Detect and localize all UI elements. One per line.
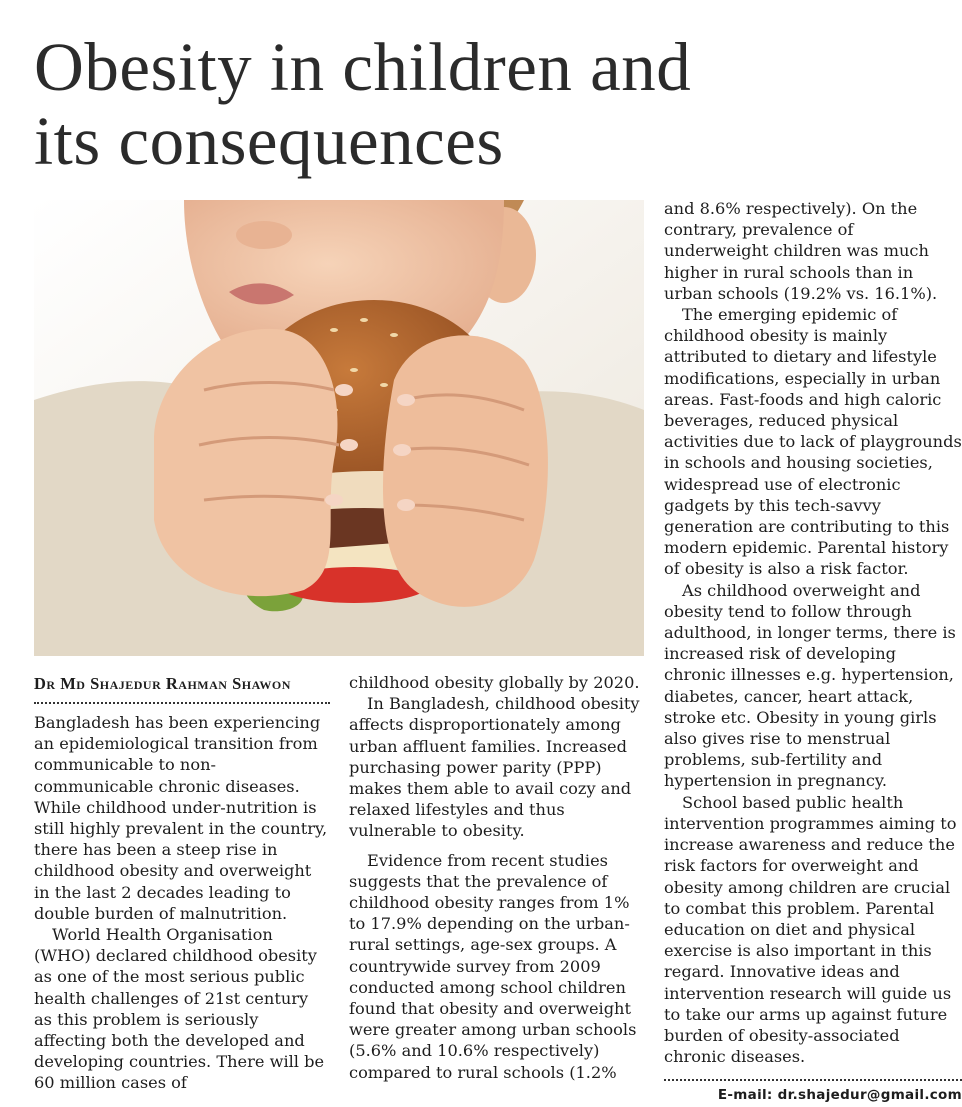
paragraph: and 8.6% respectively). On the contrary, prevalence of underweight children was much higher in rural schools than in urban schools (19.2% vs. 16.1%). [664, 199, 938, 303]
byline-divider [34, 702, 330, 704]
paragraph: As childhood overweight and obesity tend to follow through adulthood, in longer terms, there is increased risk of developing chronic illnesses e.g. hypertension, diabetes, cancer, heart attack, stroke etc. Obesity in young girls also gives rise to menstrual problems, sub-fertility and hypertension in pregnancy. [664, 580, 956, 791]
paragraph: Bangladesh has been experiencing an epidemiological transition from communicable to non-communicable chronic diseases. While childhood under-nutrition is still highly prevalent in the country, there has been a steep rise in childhood obesity and overweight in the last 2 decades leading to double burden of malnutrition. [34, 713, 328, 923]
paragraph: School based public health intervention programmes aiming to increase awareness and reduce the risk factors for overweight and obesity among children are crucial to combat this problem. Parental education on diet and physical exercise is also important in this regard. Innovative ideas and intervention research will guide us to take our arms up against future burden of obesity-associated chronic diseases. [664, 792, 957, 1067]
headline-line-2: its consequences [34, 103, 504, 179]
paragraph: World Health Organisation (WHO) declared childhood obesity as one of the most serious public health challenges of 21st century as this problem is seriously affecting both the developed and developing countries. There will be 60 million cases of [34, 925, 325, 1093]
author-email[interactable]: E-mail: dr.shajedur@gmail.com [717, 1087, 962, 1104]
email-divider [664, 1079, 962, 1081]
paragraph: childhood obesity globally by 2020. [349, 673, 640, 692]
article-headline [34, 30, 691, 178]
headline-line-1: Obesity in children and [34, 29, 692, 105]
column-3 [664, 198, 962, 1107]
paragraph: The emerging epidemic of childhood obesity is mainly attributed to dietary and lifestyle modifications, especially in urban areas. Fast-foods and high caloric beverages, reduced physical activities due to lack of playgrounds in schools and housing societies, widespread use of electronic gadgets by this tech-savvy generation are contributing to this modern epidemic. Parental history of obesity is also a risk factor. [664, 305, 962, 579]
paragraph: Evidence from recent studies suggests that the prevalence of childhood obesity ranges from 1% to 17.9% depending on the urban-rural settings, age-sex groups. A countrywide survey from 2009 conducted among school children found that obesity and overweight were greater among urban schools (5.6% and 10.6% respectively) compared to rural schools (1.2% [349, 850, 637, 1082]
child-eating-burger-photo [34, 200, 644, 656]
column-1 [34, 672, 330, 1094]
column-2 [349, 672, 645, 1083]
author-byline: Dr Md Shajedur Rahman Shawon [34, 674, 291, 693]
paragraph: In Bangladesh, childhood obesity affects disproportionately among urban affluent families. Increased purchasing power parity (PPP) makes them able to avail cozy and relaxed lifestyles and thus vulnerable to obesity. [349, 694, 640, 841]
